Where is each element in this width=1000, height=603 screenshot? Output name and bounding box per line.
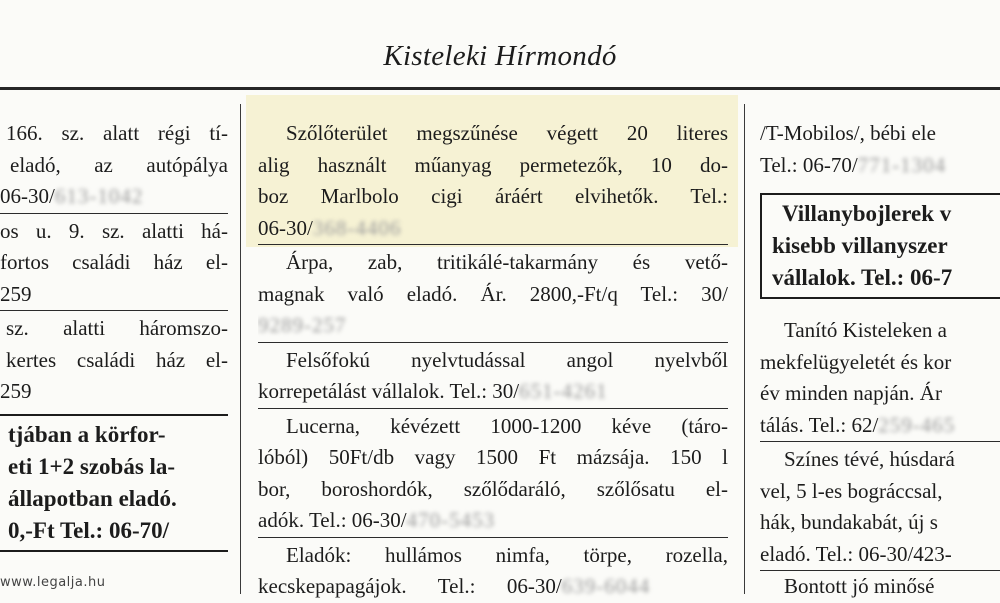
ad-text-line: lóból) 50Ft/db vagy 1500 Ft mázsája. 150 l bbox=[258, 445, 728, 469]
ad-text-line: Szőlőterület megszűnése végett 20 literes bbox=[286, 121, 728, 145]
ad-text-line: 166. sz. alatt régi tí- bbox=[6, 121, 228, 145]
boxed-ad bbox=[760, 193, 1000, 299]
ad-text-line: 06-30/ bbox=[0, 184, 55, 208]
ad-text-line: Tel.: 06-70/ bbox=[760, 152, 858, 177]
ad-text-line: tálás. Tel.: 62/ bbox=[760, 412, 879, 437]
header-rule bbox=[0, 87, 1000, 90]
right-column bbox=[760, 104, 1000, 603]
ad-text-line: 06-30/ bbox=[258, 215, 313, 240]
classified-ad bbox=[760, 571, 1000, 603]
ad-text-line: boz Marlbolo cigi áráért elvihetők. Tel.: bbox=[258, 184, 728, 208]
classified-ad bbox=[258, 245, 728, 343]
ad-text-line: hák, bundakabát, új s bbox=[760, 510, 938, 534]
classified-ad bbox=[258, 343, 728, 409]
ad-text-line: 259 bbox=[0, 379, 32, 403]
ad-text-line: eladó, az autópálya bbox=[10, 152, 228, 177]
redacted-phone: 651-4261 bbox=[519, 379, 608, 403]
ad-text-line: alig használt műanyag permetezők, 10 do- bbox=[258, 152, 728, 177]
ad-text-line: kisebb villanyszer bbox=[772, 233, 948, 258]
ad-text-line: /T-Mobilos/, bébi ele bbox=[760, 121, 936, 145]
ad-text-line: magnak való eladó. Ár. 2800,-Ft/q Tel.: 30/ bbox=[258, 281, 728, 306]
watermark: www.legalja.hu bbox=[0, 575, 106, 590]
redacted-phone: 639-6044 bbox=[561, 574, 651, 598]
ad-text-line: eti 1+2 szobás la- bbox=[8, 453, 176, 479]
ad-text-line: Árpa, zab, tritikálé-takarmány és vető- bbox=[286, 250, 728, 274]
middle-column bbox=[258, 104, 728, 603]
ad-text-line: Villanybojlerek v bbox=[782, 201, 952, 226]
masthead: Kisteleki Hírmondó bbox=[383, 40, 617, 72]
classified-ad bbox=[760, 299, 1000, 442]
ad-text-line: tjában a körfor- bbox=[8, 421, 166, 447]
ad-text-line: Bontott jó minősé bbox=[784, 574, 935, 598]
redacted-phone: 613-1042 bbox=[54, 184, 144, 208]
ad-text-line: állapotban eladó. bbox=[8, 485, 177, 511]
classified-ad bbox=[258, 538, 728, 603]
redacted-phone: 9289-257 bbox=[258, 313, 347, 337]
classified-ad bbox=[0, 311, 228, 408]
ad-text-line: Felsőfokú nyelvtudással angol nyelvből bbox=[286, 347, 728, 372]
ad-text-line: korrepetálást vállalok. Tel.: 30/ bbox=[258, 379, 520, 403]
ad-text-line: Tanító Kisteleken a bbox=[784, 318, 947, 342]
ad-text-line: Eladók: hullámos nimfa, törpe, rozella, bbox=[286, 542, 728, 567]
ad-text-line: fortos családi ház el- bbox=[0, 250, 228, 274]
ad-text-line: 259 bbox=[0, 281, 32, 306]
ad-text-line: év minden napján. Ár bbox=[760, 381, 942, 405]
redacted-phone: 259-465 bbox=[878, 412, 956, 437]
column-divider-right bbox=[744, 104, 745, 594]
redacted-phone: 470-5453 bbox=[406, 508, 496, 532]
ad-text-line: vel, 5 l-es bográccsal, bbox=[760, 478, 943, 503]
classified-ad-highlighted bbox=[258, 104, 728, 245]
ad-text-line: mekfelügyeletét és kor bbox=[760, 349, 952, 374]
ad-text-line: os u. 9. sz. alatti há- bbox=[0, 218, 228, 243]
classified-ad bbox=[258, 409, 728, 538]
ad-text-line: bor, boroshordók, szőlődaráló, szőlősatu el- bbox=[258, 476, 728, 501]
ad-text-line: vállalok. Tel.: 06-7 bbox=[772, 265, 953, 290]
ad-text-line: Lucerna, kévézett 1000-1200 kéve (táro- bbox=[286, 413, 728, 438]
boxed-ad bbox=[0, 414, 228, 552]
ad-text-line: adók. Tel.: 06-30/ bbox=[258, 508, 407, 532]
redacted-phone: 771-1304 bbox=[857, 152, 947, 177]
classified-ad bbox=[0, 214, 228, 312]
left-column bbox=[0, 104, 228, 552]
classified-ad bbox=[0, 104, 228, 214]
ad-text-line: 0,-Ft Tel.: 06-70/ bbox=[8, 517, 169, 543]
ad-text-line: kertes családi ház el- bbox=[6, 347, 228, 372]
ad-text-line: Színes tévé, húsdará bbox=[784, 447, 955, 471]
redacted-phone: 368-4406 bbox=[312, 215, 402, 240]
ad-text-line: kecskepapagájok. Tel.: 06-30/ bbox=[258, 574, 562, 598]
column-divider-left bbox=[240, 104, 241, 594]
classified-ad bbox=[760, 442, 1000, 571]
classified-ad bbox=[760, 104, 1000, 181]
ad-text-line: eladó. Tel.: 06-30/423- bbox=[760, 541, 952, 566]
ad-text-line: sz. alatti háromszo- bbox=[6, 316, 228, 340]
